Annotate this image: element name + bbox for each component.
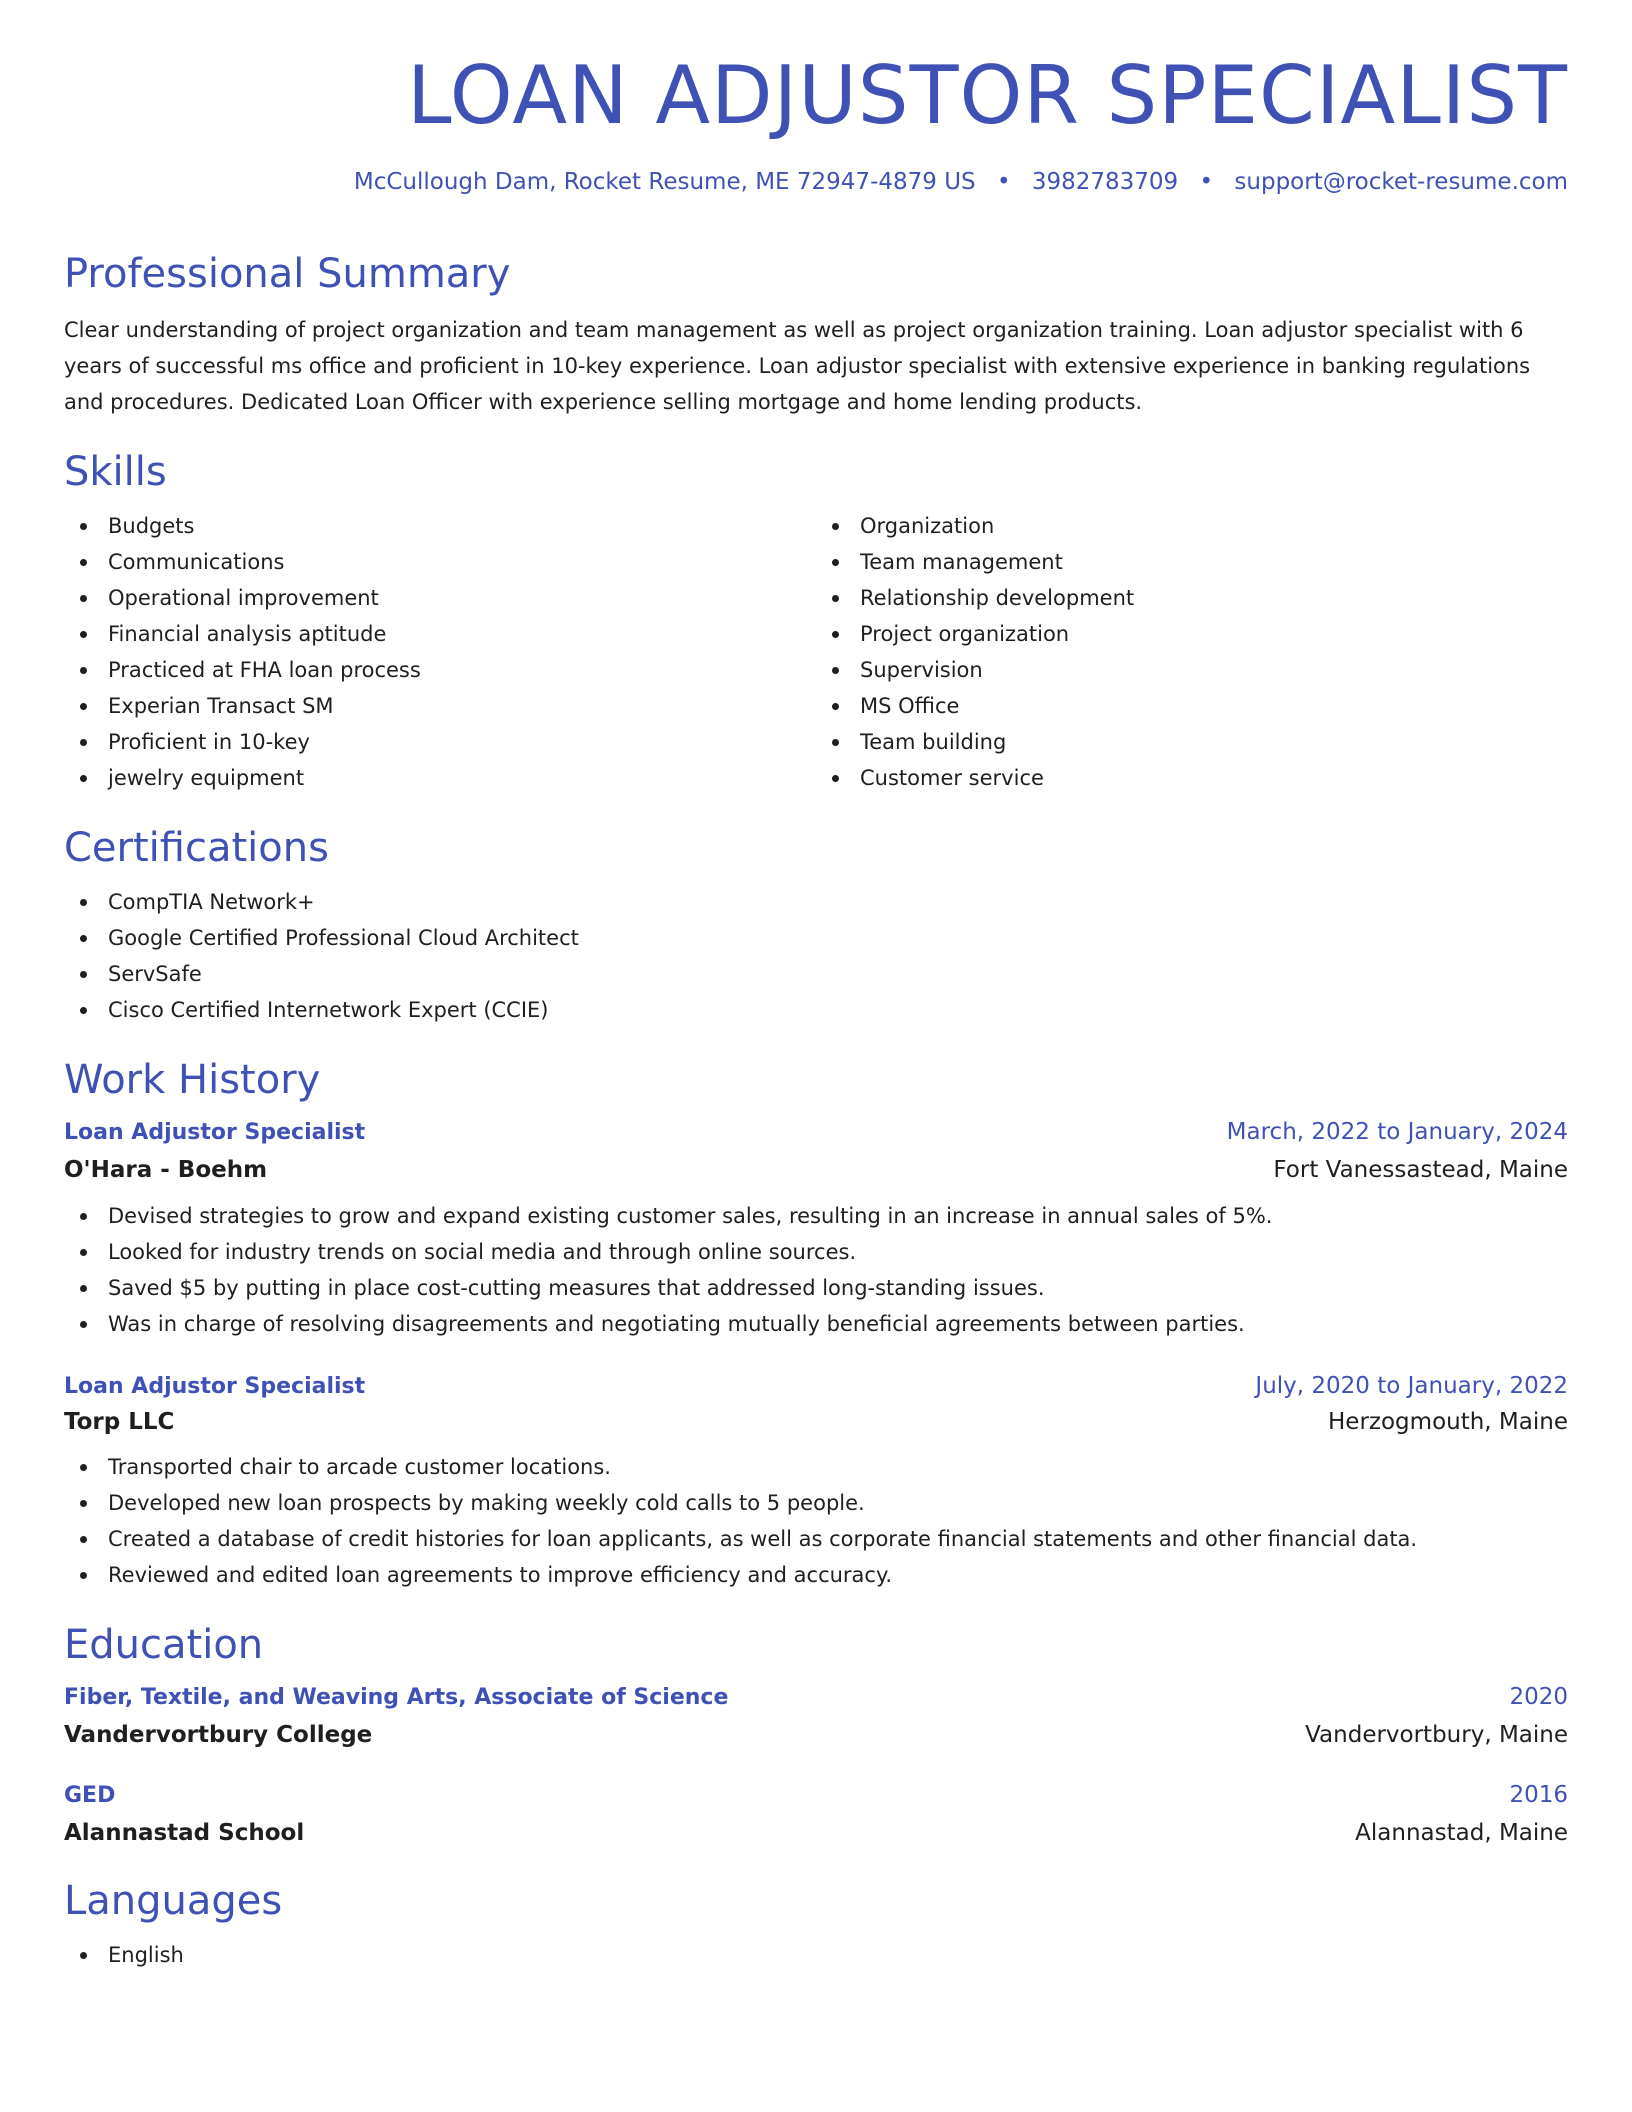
contact-address: McCullough Dam, Rocket Resume, ME 72947-4879 US bbox=[353, 169, 976, 195]
job-bullet: Saved $5 by putting in place cost-cutting measures that addressed long-standing issues. bbox=[64, 1270, 1568, 1306]
education-degree-row bbox=[64, 1781, 1568, 1811]
skill-item: Experian Transact SM bbox=[64, 688, 816, 724]
job-bullet: Was in charge of resolving disagreements and negotiating mutually beneficial agreements between parties. bbox=[64, 1306, 1568, 1342]
education-heading: Education bbox=[64, 1622, 264, 1669]
job-bullet: Transported chair to arcade customer locations. bbox=[64, 1449, 1568, 1485]
skill-item: MS Office bbox=[816, 688, 1568, 724]
candidate-name: LOAN ADJUSTOR SPECIALIST bbox=[407, 49, 1568, 142]
education-entry bbox=[64, 1683, 1568, 1751]
job-company: O'Hara - Boehm bbox=[64, 1156, 268, 1183]
job-company-row bbox=[64, 1156, 1568, 1186]
skill-item: Communications bbox=[64, 544, 816, 580]
summary-text: Clear understanding of project organization and team management as well as project organization training. Loan adjustor specialist with 6 years of successful ms office and proficient in 10-key experience. Loan adjustor specialist with extensive experience in banking regulations and procedures. Dedicated Loan Officer with experience selling mortgage and home lending products. bbox=[64, 317, 1531, 414]
work-history-section bbox=[64, 1056, 1568, 1594]
skills-list-left bbox=[64, 508, 816, 796]
skill-item: Relationship development bbox=[816, 580, 1568, 616]
education-section bbox=[64, 1621, 1568, 1849]
summary-section bbox=[64, 250, 1568, 420]
education-degree-row bbox=[64, 1683, 1568, 1713]
skill-item: Proficient in 10-key bbox=[64, 724, 816, 760]
languages-section bbox=[64, 1877, 1568, 1973]
education-location: Alannastad, Maine bbox=[1355, 1820, 1568, 1847]
certification-item: CompTIA Network+ bbox=[64, 884, 1568, 920]
skills-grid bbox=[64, 508, 1568, 796]
job-dates: July, 2020 to January, 2022 bbox=[1255, 1372, 1568, 1399]
job-entry bbox=[64, 1372, 1568, 1594]
job-bullet: Created a database of credit histories for loan applicants, as well as corporate financial statements and other financial data. bbox=[64, 1521, 1568, 1557]
certifications-section bbox=[64, 824, 1568, 1028]
skill-item: Organization bbox=[816, 508, 1568, 544]
certification-item: Google Certified Professional Cloud Architect bbox=[64, 920, 1568, 956]
languages-heading: Languages bbox=[64, 1878, 283, 1925]
skill-item: Team building bbox=[816, 724, 1568, 760]
skills-list-right bbox=[816, 508, 1568, 796]
skill-item: Project organization bbox=[816, 616, 1568, 652]
education-school: Alannastad School bbox=[64, 1820, 305, 1847]
job-location: Fort Vanessastead, Maine bbox=[1273, 1156, 1568, 1183]
education-school-row bbox=[64, 1721, 1568, 1751]
job-bullet: Looked for industry trends on social media and through online sources. bbox=[64, 1234, 1568, 1270]
education-year: 2016 bbox=[1509, 1782, 1568, 1809]
education-year: 2020 bbox=[1509, 1684, 1568, 1711]
education-degree: GED bbox=[64, 1783, 116, 1809]
job-title-row bbox=[64, 1372, 1568, 1402]
job-location: Herzogmouth, Maine bbox=[1328, 1408, 1568, 1435]
job-bullet: Reviewed and edited loan agreements to improve efficiency and accuracy. bbox=[64, 1557, 1568, 1593]
skill-item: jewelry equipment bbox=[64, 760, 816, 796]
skill-item: Supervision bbox=[816, 652, 1568, 688]
job-title-row bbox=[64, 1118, 1568, 1148]
contact-phone: 3982783709 bbox=[1031, 169, 1179, 195]
skill-item: Customer service bbox=[816, 760, 1568, 796]
job-company-row bbox=[64, 1408, 1568, 1438]
certification-item: Cisco Certified Internetwork Expert (CCIE) bbox=[64, 992, 1568, 1028]
skills-section bbox=[64, 448, 1568, 796]
job-title: Loan Adjustor Specialist bbox=[64, 1373, 366, 1399]
job-dates: March, 2022 to January, 2024 bbox=[1226, 1118, 1568, 1145]
job-bullets bbox=[64, 1198, 1568, 1342]
contact-line bbox=[64, 168, 1568, 198]
work-history-heading: Work History bbox=[64, 1056, 321, 1103]
resume-header bbox=[64, 0, 1568, 198]
skill-item: Financial analysis aptitude bbox=[64, 616, 816, 652]
certification-item: ServSafe bbox=[64, 956, 1568, 992]
contact-separator: • bbox=[1199, 169, 1214, 195]
job-bullet: Devised strategies to grow and expand existing customer sales, resulting in an increase in annual sales of 5%. bbox=[64, 1198, 1568, 1234]
contact-email: support@rocket-resume.com bbox=[1234, 169, 1568, 195]
skill-item: Operational improvement bbox=[64, 580, 816, 616]
skills-heading: Skills bbox=[64, 448, 167, 495]
job-title: Loan Adjustor Specialist bbox=[64, 1119, 366, 1145]
education-entry bbox=[64, 1781, 1568, 1849]
job-company: Torp LLC bbox=[64, 1408, 175, 1435]
skill-item: Budgets bbox=[64, 508, 816, 544]
education-school-row bbox=[64, 1819, 1568, 1849]
education-school: Vandervortbury College bbox=[64, 1722, 373, 1749]
languages-list bbox=[64, 1937, 1568, 1973]
summary-heading: Professional Summary bbox=[64, 250, 511, 297]
job-bullet: Developed new loan prospects by making weekly cold calls to 5 people. bbox=[64, 1485, 1568, 1521]
education-location: Vandervortbury, Maine bbox=[1305, 1722, 1568, 1749]
job-bullets bbox=[64, 1449, 1568, 1593]
certifications-list bbox=[64, 884, 1568, 1028]
contact-separator: • bbox=[996, 169, 1011, 195]
job-entry bbox=[64, 1118, 1568, 1342]
skill-item: Team management bbox=[816, 544, 1568, 580]
skill-item: Practiced at FHA loan process bbox=[64, 652, 816, 688]
certifications-heading: Certifications bbox=[64, 824, 329, 871]
language-item: English bbox=[64, 1937, 1568, 1973]
education-degree: Fiber, Textile, and Weaving Arts, Associate of Science bbox=[64, 1685, 729, 1711]
